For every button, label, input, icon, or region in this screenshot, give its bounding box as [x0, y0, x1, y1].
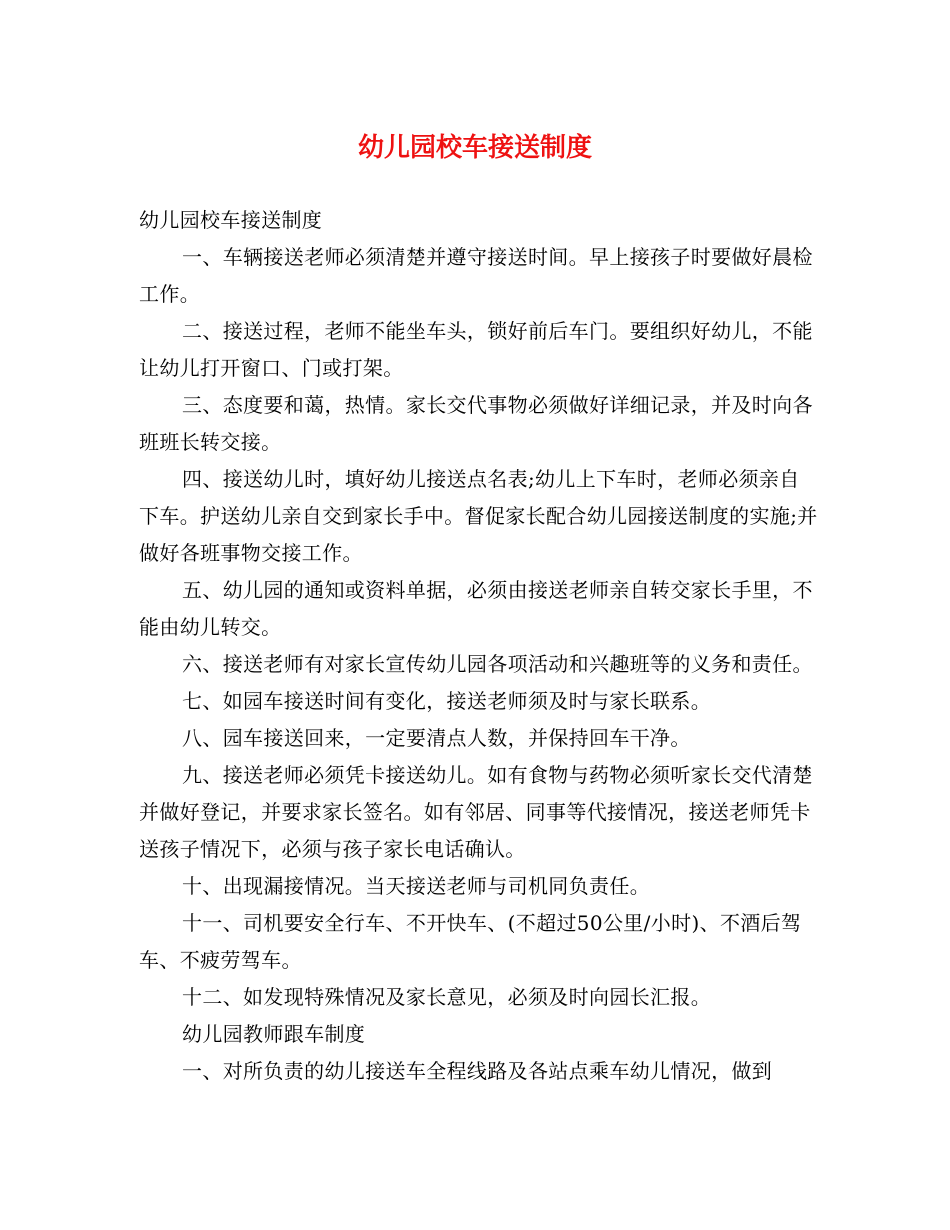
paragraph-rule-4: 四、接送幼儿时，填好幼儿接送点名表;幼儿上下车时，老师必须亲自下车。护送幼儿亲自交到家长手中。督促家长配合幼儿园接送制度的实施;并做好各班事物交接工作。	[139, 467, 818, 565]
document-title: 幼儿园校车接送制度	[357, 133, 592, 163]
paragraph-rule-1: 一、车辆接送老师必须清楚并遵守接送时间。早上接孩子时要做好晨检工作。	[139, 245, 813, 306]
paragraph-rule-3: 三、态度要和蔼，热情。家长交代事物必须做好详细记录，并及时向各班班长转交接。	[139, 393, 813, 454]
paragraph-rule-6: 六、接送老师有对家长宣传幼儿园各项活动和兴趣班等的义务和责任。	[182, 652, 813, 676]
paragraph-rule-12: 十二、如发现特殊情况及家长意见，必须及时向园长汇报。	[182, 985, 712, 1009]
document-body	[139, 202, 819, 1090]
paragraph-rule-11: 十一、司机要安全行车、不开快车、(不超过50公里/小时)、不酒后驾车、不疲劳驾车。	[139, 911, 802, 972]
paragraph-rule-2: 二、接送过程，老师不能坐车头，锁好前后车门。要组织好幼儿，不能让幼儿打开窗口、门或打架。	[139, 319, 813, 380]
paragraph-teacher-rule-1: 一、对所负责的幼儿接送车全程线路及各站点乘车幼儿情况，做到	[182, 1059, 773, 1083]
paragraph-rule-10: 十、出现漏接情况。当天接送老师与司机同负责任。	[182, 874, 651, 898]
paragraph-rule-7: 七、如园车接送时间有变化，接送老师须及时与家长联系。	[182, 689, 712, 713]
paragraph-rule-8: 八、园车接送回来，一定要清点人数，并保持回车干净。	[182, 726, 691, 750]
paragraph-rule-5: 五、幼儿园的通知或资料单据，必须由接送老师亲自转交家长手里，不能由幼儿转交。	[139, 578, 813, 639]
paragraph-rule-9: 九、接送老师必须凭卡接送幼儿。如有食物与药物必须听家长交代清楚并做好登记，并要求家长签名。如有邻居、同事等代接情况，接送老师凭卡送孩子情况下，必须与孩子家长电话确认。	[139, 763, 813, 861]
paragraph-heading: 幼儿园校车接送制度	[139, 208, 323, 232]
paragraph-subheading: 幼儿园教师跟车制度	[182, 1022, 366, 1046]
